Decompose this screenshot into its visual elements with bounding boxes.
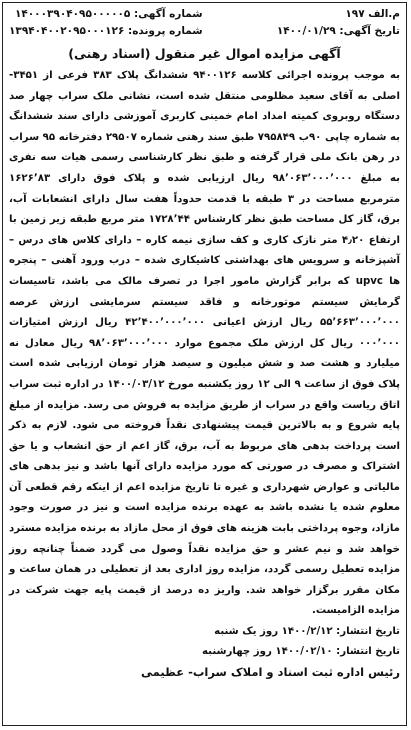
notice-title: آگهی مزایده اموال غیر منقول (اسناد رهنی) xyxy=(68,46,341,61)
header-right-column xyxy=(277,6,400,40)
publication-date-2: تاریخ انتشار: ۱۴۰۰/۰۲/۱۰ روز چهارشنبه xyxy=(201,646,400,658)
notice-code: م.الف ۱۹۷ xyxy=(345,8,400,20)
notice-number: شماره آگهی: ۱۴۰۰۰۳۹۰۴۰۹۵۰۰۰۰۰۵ xyxy=(14,8,203,20)
publication-dates xyxy=(9,622,400,662)
publication-date-1: تاریخ انتشار: ۱۴۰۰/۲/۱۲ روز یک شنبه xyxy=(214,626,400,638)
notice-body-paragraph: به موجب پرونده اجرائی کلاسه ۹۴۰۰۱۲۶ ششدانگ پلاک ۳۸۳ فرعی از ۳۴۵۱-اصلی به آقای سعید مظلومی منتقل شده است، نشانی ملک سراب چهار صد دستگاه روبروی کمیته امداد امام خمینی کاربری آموزشی دارای سند ششدانگ به شماره چاپی ۹۰ب ۷۹۵۸۴۹ طبق سند رهنی شماره ۲۹۵۰۷ دفترخانه ۹۵ سراب در رهن بانک ملی قرار گرفته و طبق نظر کارشناسی رسمی هیات سه نفری به مبلغ ۹۸٬۰۶۳٬۰۰۰٬۰۰۰ ریال ارزیابی شده و پلاک فوق دارای ۱۶۲۶٬۸۳ مترمربع مساحت در ۳ طبقه با قدمت حدوداً هفت سال دارای انشعابات آب، برق، گاز کل مساحت طبق نظر کارشناس ۱۷۲۸٬۴۴ متر مربع طبقه زیر زمین با ارتفاع ۴٫۲۰ متر نازک کاری و کف سازی نیمه کاره – دارای کلاس های درس – آشپزخانه و سرویس های بهداشتی کاشیکاری شده – درب ورود آهنی – پنجره ها upvc که برابر گزارش مامور اجرا در تصرف مالک می باشد، تاسیسات گرمایش سیستم موتورخانه و فاقد سیستم سرمایشی ارزش عرصه ۵۵٬۶۶۳٬۰۰۰٬۰۰۰ ریال ارزش اعیانی ۴۲٬۴۰۰٬۰۰۰٬۰۰۰ ریال ارزش امتیازات ۰۰۰٬۰۰۰ ریال کل ارزش ملک مجموع موارد ۹۸٬۰۶۳٬۰۰۰٬۰۰۰ ریال معادل نه میلیارد و هشت صد و شش میلیون و سیصد هزار تومان ارزیابی شده است پلاک فوق از ساعت ۹ الی ۱۲ روز یکشنبه مورخ ۱۴۰۰/۰۳/۱۲ در اداره ثبت سراب اتاق ریاست واقع در سراب از طریق مزایده به فروش می رسد. مزایده از مبلغ پایه شروع و به بالاترین قیمت پیشنهادی نقداً فروخته می شود. لازم به ذکر است پرداخت بدهی های مربوط به آب، برق، گاز اعم از حق انشعاب و یا حق اشتراک و مصرف در صورتی که مورد مزایده دارای آنها باشد و نیز بدهی های مالیاتی و عوارض شهرداری و غیره تا تاریخ مزایده اعم از اینکه رقم قطعی آن معلوم شده یا نشده باشد به عهده برنده مزایده است و نیز در صورت وجود مازاد، وجوه پرداختی بابت هزینه های فوق از محل مازاد به برنده مزایده مسترد خواهد شد و نیم عشر و حق مزایده نقداً وصول می گردد ضمناً چنانچه روز مزایده تعطیل رسمی گردد، مزایده روز اداری بعد از تعطیلی در همان ساعت و مکان مقرر برگزار خواهد شد. واریز ده درصد از قیمت پایه جهت شرکت در مزایده الزامیست. xyxy=(9,70,401,617)
notice-date: تاریخ آگهی: ۱۴۰۰/۰۱/۲۹ xyxy=(276,25,400,37)
auction-notice xyxy=(2,2,407,726)
header-left-column xyxy=(9,6,203,40)
file-number: شماره پرونده: ۱۳۹۴۰۴۰۰۲۰۹۵۰۰۰۱۲۶ xyxy=(9,25,203,37)
notice-header xyxy=(9,6,400,42)
signature-line: رئیس اداره ثبت اسناد و املاک سراب- عظیمی xyxy=(140,665,400,680)
notice-body xyxy=(9,66,400,622)
